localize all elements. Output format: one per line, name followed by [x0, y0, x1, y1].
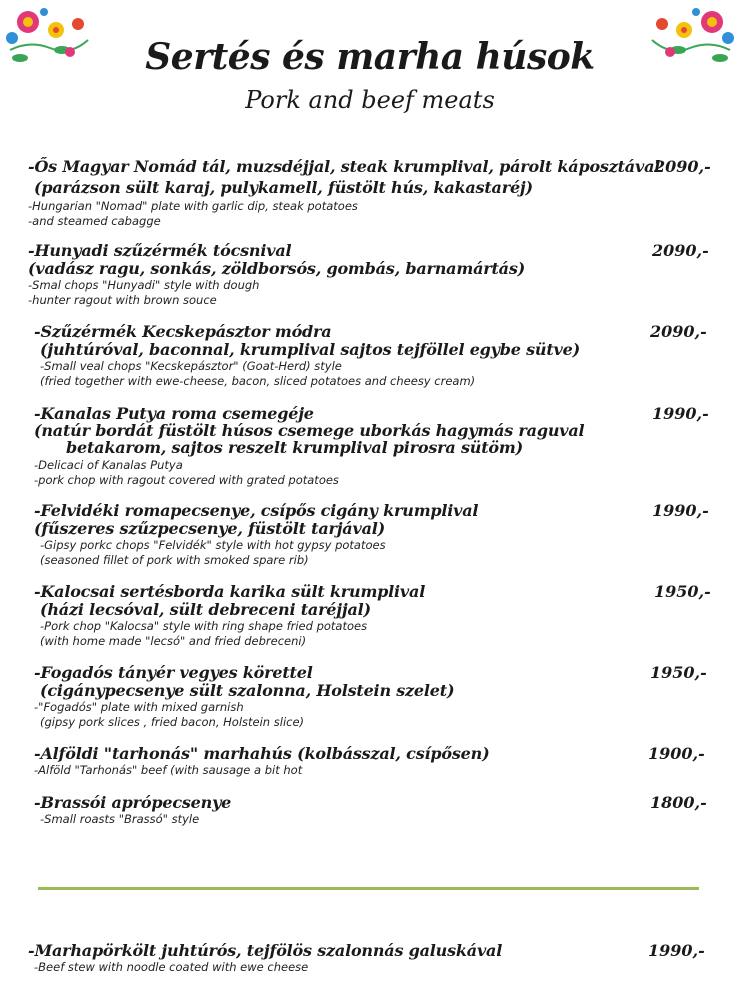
- section-divider: [38, 887, 699, 890]
- item-name: -Ős Magyar Nomád tál, muzsdéjjal, steak krumplival, párolt káposztával: [28, 157, 661, 176]
- item-price: 2090,-: [650, 322, 707, 341]
- item-price: 1990,-: [648, 941, 705, 960]
- item-description: (cigánypecsenye sült szalonna, Holstein szelet): [40, 681, 455, 700]
- item-name: -Kalocsai sertésborda karika sült krumplival: [34, 582, 426, 601]
- item-english: -Small roasts "Brassó" style: [40, 812, 200, 826]
- item-name: -Hunyadi szűzérmék tócsnival: [28, 241, 292, 260]
- item-english: -Alföld "Tarhonás" beef (with sausage a bit hot: [34, 763, 303, 777]
- item-description: (fűszeres szűzpecsenye, füstölt tarjával): [34, 519, 385, 538]
- item-price: 1900,-: [648, 744, 705, 763]
- item-price: 1950,-: [650, 663, 707, 682]
- item-name: -Fogadós tányér vegyes körettel: [34, 663, 313, 682]
- item-price: 1800,-: [650, 793, 707, 812]
- item-description: (parázson sült karaj, pulykamell, füstölt hús, kakastaréj): [34, 178, 533, 197]
- item-english: -Delicaci of Kanalas Putya: [34, 458, 183, 472]
- item-name: -Szűzérmék Kecskepásztor módra: [34, 322, 332, 341]
- item-price: 1950,-: [654, 582, 711, 601]
- item-name: -Brassói aprópecsenye: [34, 793, 232, 812]
- item-price: 1990,-: [652, 501, 709, 520]
- item-price: 2090,-: [652, 241, 709, 260]
- item-english: -Smal chops "Hunyadi" style with dough: [28, 278, 260, 292]
- item-english: (gipsy pork slices , fried bacon, Holstein slice): [40, 715, 305, 729]
- item-english: -Hungarian "Nomad" plate with garlic dip, steak potatoes: [28, 199, 358, 213]
- item-name: -Kanalas Putya roma csemegéje: [34, 404, 314, 423]
- item-description: (juhtúróval, baconnal, krumplival sajtos tejföllel egybe sütve): [40, 340, 580, 359]
- item-english: -Gipsy porkc chops "Felvidék" style with hot gypsy potatoes: [40, 538, 386, 552]
- item-english: -and steamed cabagge: [28, 214, 161, 228]
- item-name: -Alföldi "tarhonás" marhahús (kolbásszal, csípősen): [34, 744, 490, 763]
- item-description: (natúr bordát füstölt húsos csemege uborkás hagymás raguval: [34, 421, 585, 440]
- item-english: -Small veal chops "Kecskepásztor" (Goat-Herd) style: [40, 359, 342, 373]
- item-description: betakarom, sajtos reszelt krumplival pirosra sütöm): [66, 438, 523, 457]
- item-english: -Beef stew with noodle coated with ewe cheese: [34, 960, 309, 974]
- item-english: -hunter ragout with brown souce: [28, 293, 217, 307]
- item-english: -"Fogadós" plate with mixed garnish: [34, 700, 244, 714]
- item-description: (vadász ragu, sonkás, zöldborsós, gombás, barnamártás): [28, 259, 526, 278]
- item-description: (házi lecsóval, sült debreceni taréjjal): [40, 600, 371, 619]
- item-english: -pork chop with ragout covered with grated potatoes: [34, 473, 339, 487]
- item-english: (seasoned fillet of pork with smoked spare rib): [40, 553, 309, 567]
- page-title: Sertés és marha húsok: [145, 36, 595, 78]
- page-subtitle: Pork and beef meats: [245, 86, 495, 114]
- item-name: -Felvidéki romapecsenye, csípős cigány krumplival: [34, 501, 479, 520]
- item-english: -Pork chop "Kalocsa" style with ring shape fried potatoes: [40, 619, 368, 633]
- item-price: 1990,-: [652, 404, 709, 423]
- item-price: 2090,-: [654, 157, 711, 176]
- item-name: -Marhapörkölt juhtúrós, tejfölös szalonnás galuskával: [28, 941, 503, 960]
- item-english: (fried together with ewe-cheese, bacon, sliced potatoes and cheesy cream): [40, 374, 476, 388]
- item-english: (with home made "lecsó" and fried debreceni): [40, 634, 307, 648]
